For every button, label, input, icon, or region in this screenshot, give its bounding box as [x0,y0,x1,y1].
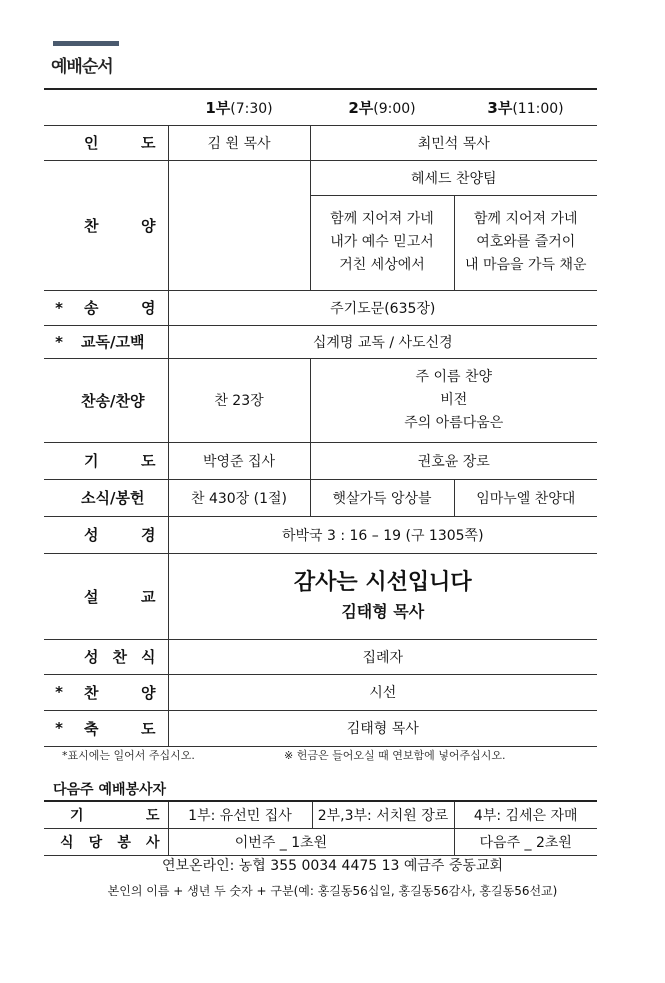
row-label: 소식/봉헌 [81,489,145,507]
next-kitchen-row [44,828,597,855]
next-prayer-row [44,801,597,828]
worship-order-table [44,88,597,747]
row-label: 기 도 [70,807,160,824]
sermon-cell [168,553,597,639]
row-closing-praise: * 찬 양 시선 [44,674,597,710]
praise-team: 헤세드 찬양팀 [310,160,597,195]
next-week-table [44,800,597,856]
section-title: 예배순서 [51,57,113,77]
notes [62,747,506,763]
next-prayer-s1: 1부: 유선민 집사 [168,801,312,828]
closing-praise-all: 시선 [168,674,597,710]
offering-second: 햇살가득 앙상블 [310,479,454,516]
next-prayer-s23: 2부,3부: 서치원 장로 [312,801,454,828]
invocation-second-third: 최민석 목사 [310,125,597,160]
row-communion [44,639,597,674]
offering-note: ※ 헌금은 들어오실 때 연보함에 넣어주십시오. [284,749,506,762]
praise-first-empty [168,160,310,290]
row-label: 성 찬 식 [84,648,156,666]
online-offering-note: 본인의 이름 + 생년 두 숫자 + 구분(예: 홍길동56십일, 홍길동56감사, 홍길동56선교) [107,884,558,898]
row-doxology: * 송 영 주기도문(635장) [44,290,597,325]
row-label: 교독/고백 [81,333,145,351]
row-benediction: * 축 도 김태형 목사 [44,710,597,746]
doxology-all: 주기도문(635장) [168,290,597,325]
communion-all: 집례자 [168,639,597,674]
sermon-title: 감사는 시선입니다 [293,570,472,595]
row-invocation [44,125,597,160]
row-prayer [44,442,597,479]
row-label: 설 교 [84,587,156,606]
scripture-all: 하박국 3 : 16 – 19 (구 1305쪽) [168,516,597,553]
row-label: 송 영 [84,299,156,317]
praise-third-songs: 함께 지어져 가네 여호와를 즐거이 내 마음을 가득 채운 [454,195,597,290]
sermon-pastor: 김태형 목사 [341,602,425,621]
offering-first: 찬 430장 (1절) [168,479,310,516]
kitchen-next-week: 다음주 _ 2초원 [454,828,597,855]
row-label: 축 도 [84,719,156,738]
invocation-first: 김 원 목사 [168,125,310,160]
kitchen-this-week: 이번주 _ 1초원 [168,828,454,855]
row-label: 성 경 [84,526,156,544]
hymn-second-third: 주 이름 찬양 비전 주의 아름다움은 [310,358,597,442]
praise-second-songs: 함께 지어져 가네 내가 예수 믿고서 거친 세상에서 [310,195,454,290]
benediction-all: 김태형 목사 [168,710,597,746]
row-label: 찬 양 [84,216,156,235]
service-3-header: 3부(11:00) [454,89,597,125]
row-sermon [44,553,597,639]
service-1-header: 1부(7:30) [168,89,310,125]
confession-all: 십계명 교독 / 사도신경 [168,325,597,358]
service-header-row [44,89,597,125]
next-prayer-s4: 4부: 김세은 자매 [454,801,597,828]
section-title-bar [53,41,119,46]
prayer-second-third: 권호윤 장로 [310,442,597,479]
row-label: 찬송/찬양 [81,391,145,410]
hymn-first: 찬 23장 [168,358,310,442]
row-label: 식 당 봉 사 [60,834,160,851]
row-praise [44,160,597,195]
offering-third: 임마누엘 찬양대 [454,479,597,516]
row-label: 기 도 [84,452,156,470]
next-week-title: 다음주 예배봉사자 [53,782,167,798]
row-confession: * 교독/고백 십계명 교독 / 사도신경 [44,325,597,358]
row-hymn [44,358,597,442]
online-offering-account: 연보온라인: 농협 355 0034 4475 13 예금주 중동교회 [162,858,503,874]
row-label: 찬 양 [84,683,156,702]
row-offering [44,479,597,516]
prayer-first: 박영준 집사 [168,442,310,479]
row-scripture [44,516,597,553]
service-2-header: 2부(9:00) [310,89,454,125]
stand-note: *표시에는 일어서 주십시오. [62,749,195,762]
row-label: 인 도 [84,134,156,152]
